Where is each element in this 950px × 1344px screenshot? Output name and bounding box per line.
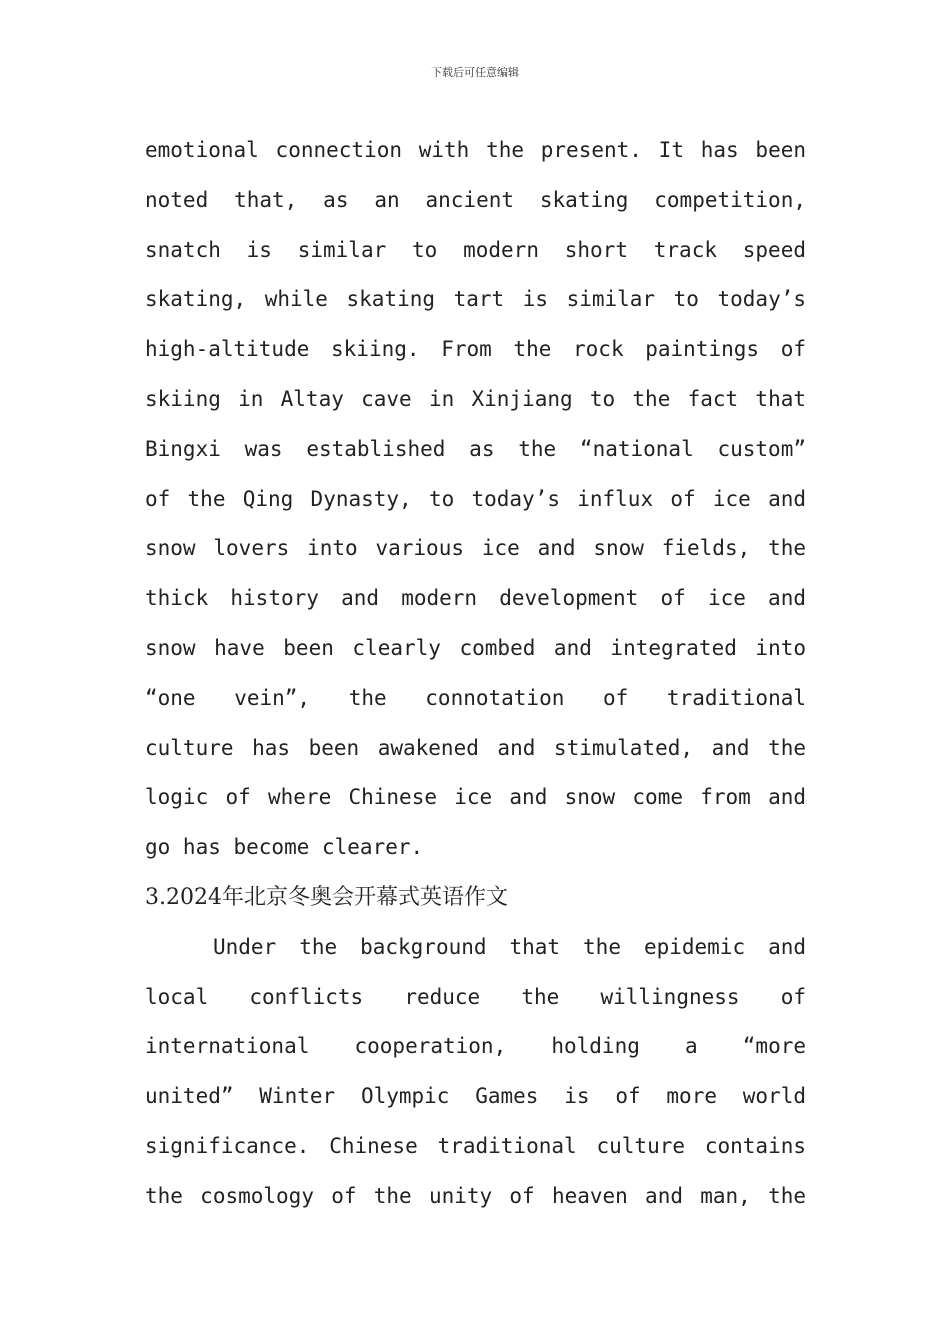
paragraph-line: the cosmology of the unity of heaven and man, the (145, 1183, 806, 1208)
paragraph-line: significance. Chinese traditional culture contains (145, 1133, 806, 1158)
paragraph-line: skiing in Altay cave in Xinjiang to the fact that (145, 386, 806, 411)
paragraph-line: skating, while skating tart is similar to today’s (145, 287, 806, 312)
paragraph-line: Bingxi was established as the “national custom” (145, 436, 806, 461)
paragraph-line: snatch is similar to modern short track speed (145, 237, 806, 262)
paragraph-line: snow have been clearly combed and integrated into (145, 635, 806, 660)
paragraph-line: united” Winter Olympic Games is of more world (145, 1084, 806, 1109)
paragraph-line: “one vein”, the connotation of traditional (145, 685, 806, 710)
paragraph-line: logic of where Chinese ice and snow come from and (145, 785, 806, 810)
section-heading: 3.2024年北京冬奥会开幕式英语作文 (145, 884, 508, 910)
document-body (145, 126, 806, 1222)
paragraph-line: Under the background that the epidemic and (213, 934, 806, 959)
paragraph-line: culture has been awakened and stimulated, and the (145, 735, 806, 760)
paragraph-line: local conflicts reduce the willingness of (145, 984, 806, 1009)
page-header: 下载后可任意编辑 (431, 66, 519, 79)
paragraph-line: of the Qing Dynasty, to today’s influx of ice and (145, 486, 806, 511)
paragraph-line: thick history and modern development of ice and (145, 586, 806, 611)
paragraph-line: emotional connection with the present. It has been (145, 138, 806, 162)
paragraph-line: noted that, as an ancient skating competition, (145, 187, 806, 212)
paragraph-line: high-altitude skiing. From the rock paintings of (145, 337, 806, 362)
paragraph-line: international cooperation, holding a “more (145, 1034, 806, 1059)
paragraph-line: snow lovers into various ice and snow fields, the (145, 536, 806, 561)
paragraph-line: go has become clearer. (145, 835, 424, 860)
